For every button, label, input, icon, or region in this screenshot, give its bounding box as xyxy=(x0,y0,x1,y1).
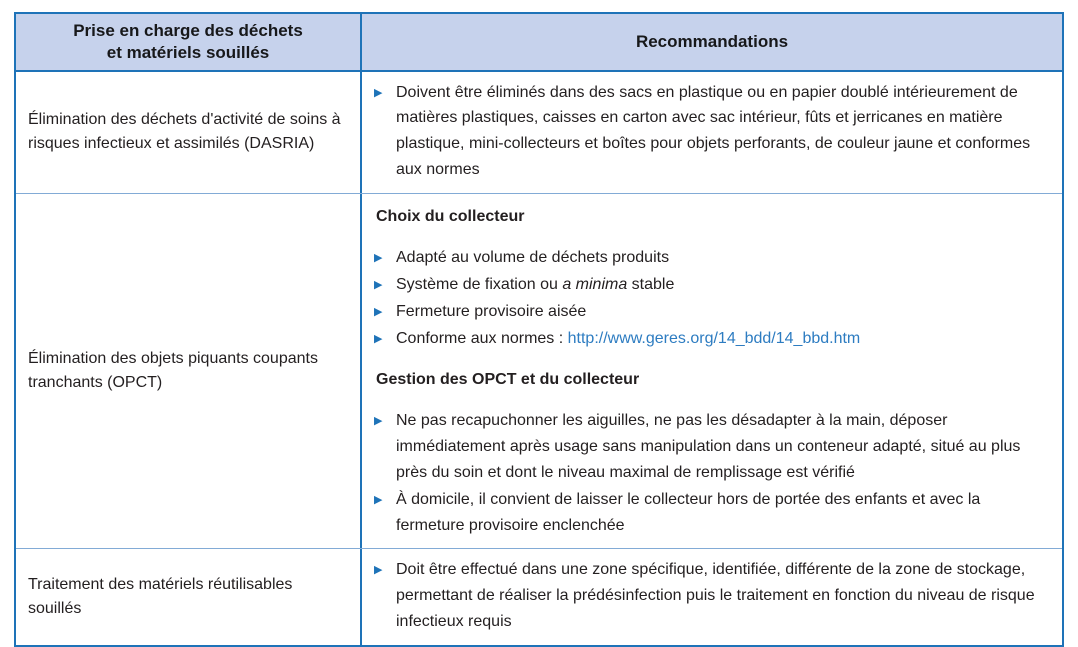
bullet-item xyxy=(374,80,1048,184)
bullet-item xyxy=(374,408,1048,486)
bullet-text-segment: Fermeture provisoire aisée xyxy=(396,303,587,321)
bullet-item xyxy=(374,326,1048,352)
bullet-triangle-icon: ▶ xyxy=(374,414,383,427)
bullet-triangle-icon: ▶ xyxy=(374,306,383,319)
external-link[interactable]: http://www.geres.org/14_bdd/14_bbd.htm xyxy=(567,330,861,348)
recommendations-table xyxy=(14,12,1064,647)
bullet-triangle-icon: ▶ xyxy=(374,252,383,265)
table-row xyxy=(16,193,1062,548)
bullet-item xyxy=(374,272,1048,298)
topic-text: Traitement des matériels réutilisables souillés xyxy=(28,576,293,618)
bullet-text-segment: Ne pas recapuchonner les aiguilles, ne pas les désadapter à la main, déposer immédiatement après usage sans manipulation dans un conteneur adapté, situé au plus près du soin et dont le niveau maximal de remplissage est vérifié xyxy=(396,411,1021,481)
topic-text: Élimination des déchets d'activité de soins à risques infectieux et assimilés (DASRIA) xyxy=(28,111,341,153)
bullet-text-segment: À domicile, il convient de laisser le collecteur hors de portée des enfants et avec la fermeture provisoire enclenchée xyxy=(396,490,981,534)
bullet-text-segment: stable xyxy=(627,276,675,294)
section-heading: Choix du collecteur xyxy=(376,208,525,226)
bullet-item xyxy=(374,299,1048,325)
bullet-text-segment: Doivent être éliminés dans des sacs en plastique ou en papier doublé intérieurement de matières plastiques, caisses en carton avec sac intérieur, fûts et jerricanes en matière plastique, mini-collecteurs et boîtes pour objets perforants, de couleur jaune et conformes aux normes xyxy=(396,83,1031,179)
bullet-triangle-icon: ▶ xyxy=(374,86,383,99)
table-row xyxy=(16,548,1062,645)
bullet-triangle-icon: ▶ xyxy=(374,493,383,506)
header-cell-recommendations xyxy=(362,14,1062,70)
bullet-triangle-icon: ▶ xyxy=(374,564,383,577)
bullet-text-segment: Adapté au volume de déchets produits xyxy=(396,249,670,267)
bullet-item xyxy=(374,245,1048,271)
topic-cell xyxy=(16,549,362,645)
header-cell-topic xyxy=(16,14,362,70)
recommendations-cell xyxy=(362,194,1062,548)
bullet-text-segment: Système de fixation ou xyxy=(396,276,563,294)
table-row xyxy=(16,72,1062,194)
bullet-text-segment: Conforme aux normes : xyxy=(396,330,568,348)
header-topic-line1: Prise en charge des déchets xyxy=(73,21,303,40)
bullet-text xyxy=(396,299,1048,325)
bullet-triangle-icon: ▶ xyxy=(374,279,383,292)
bullet-text xyxy=(396,80,1048,184)
table-header-row xyxy=(16,14,1062,72)
recommendations-cell xyxy=(362,549,1062,645)
table-body xyxy=(16,72,1062,646)
bullet-text xyxy=(396,557,1048,635)
bullet-text xyxy=(396,408,1048,486)
bullet-text-segment: a minima xyxy=(562,276,628,294)
header-recommendations-label: Recommandations xyxy=(635,31,789,51)
bullet-text xyxy=(396,245,1048,271)
bullet-item xyxy=(374,557,1048,635)
recommendations-cell xyxy=(362,72,1062,194)
bullet-item xyxy=(374,487,1048,539)
bullet-text xyxy=(396,272,1048,298)
topic-text: Élimination des objets piquants coupants tranchants (OPCT) xyxy=(28,350,318,392)
bullet-text xyxy=(396,326,1048,352)
bullet-triangle-icon: ▶ xyxy=(374,333,383,346)
topic-cell xyxy=(16,72,362,194)
bullet-text-segment: Doit être effectué dans une zone spécifique, identifiée, différente de la zone de stockage, permettant de réaliser la prédésinfection puis le traitement en fonction du niveau de risque infectieux requis xyxy=(396,561,1035,631)
section-heading: Gestion des OPCT et du collecteur xyxy=(376,371,640,389)
topic-cell xyxy=(16,194,362,548)
bullet-text xyxy=(396,487,1048,539)
header-topic-line2: et matériels souillés xyxy=(106,42,270,62)
